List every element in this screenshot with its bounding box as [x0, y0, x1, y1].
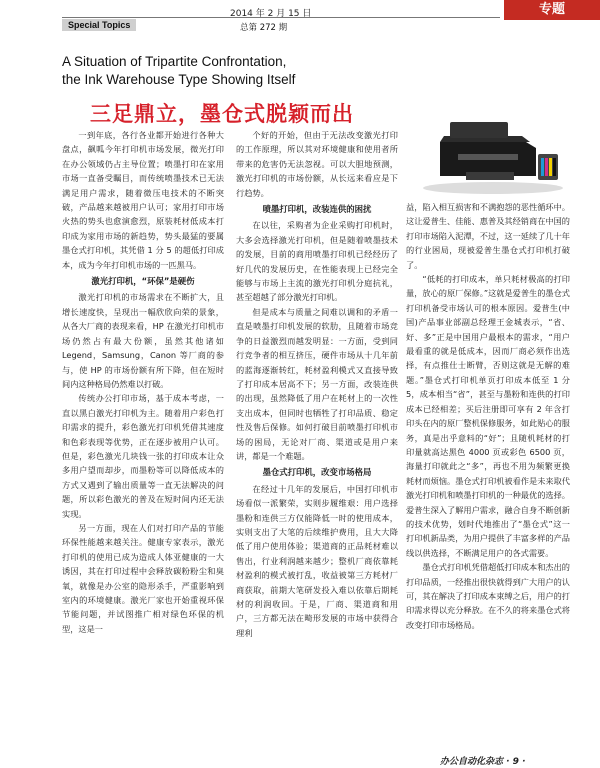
english-title: [62, 53, 295, 89]
paragraph: 在经过十几年的发展后，中国打印机市场看似一派繁荣，实则步履维艰：用户选择墨粉和连供三方仅能降低一时的使用成本，实则支出了大笔的后续维护费用，且大大降低了用户使用体验；渠道商的正品耗材难以售出，行业利润越来越少；整机厂商依靠耗材盈利的模式被打乱，收益被第三方耗材厂商获取，前期大笔研发投入难以依靠后期耗材的利润收回。于是，厂商、渠道商和用户，三方都无法在畸形发展的市场中获得合理利: [236, 483, 398, 638]
printer-image: [418, 114, 568, 194]
paragraph: 个好的开始，但由于无法改变激光打印的工作原理，所以其对环境健康和使用者所带来的危害仍无法忽视。可以大胆地预测，激光打印机的市场份额，从长远来看应是下行趋势。: [236, 130, 398, 198]
paragraph: 墨仓式打印机凭借超低打印成本和杰出的打印品质，一经推出很快就得到广大用户的认可，其在解决了打印成本束缚之后，用户的打印需求得以充分释放。在不久的将来墨仓式将改变打印市场格局。: [406, 562, 570, 630]
paragraph: 激光打印机的市场需求在不断扩大，且增长速度快，呈现出一幅欣欣向荣的景象，从各大厂商的表现来看，HP 在激光打印机市场仍然占有最大份额，虽然其他诸如 Legend，Samsung，Canon 等厂商的参与，使 HP 的市场份额有所下降，但在短时间内这种格局仍然难以打破。: [62, 292, 224, 389]
section-heading: 喷墨打印机，改装连供的困扰: [262, 204, 372, 215]
paragraph: 另一方面，现在人们对打印产品的节能环保性能越来越关注。健康专家表示，激光打印机的使用已成为造成人体亚健康的一大诱因，其在打印过程中会释放碳粉粉尘和臭氧，就像是办公室的隐形杀手，严重影响到室内的环境健康。激光厂家也开始重视环保节能问题，并试图推广相对绿色环保的机型，这是一: [62, 522, 224, 634]
chinese-title: 三足鼎立，墨仓式脱颖而出: [90, 102, 354, 126]
column-2: [236, 128, 398, 640]
section-heading: 墨仓式打印机，改变市场格局: [262, 467, 372, 478]
section-tag: Special Topics: [62, 19, 136, 31]
english-title-line-1: A Situation of Tripartite Confrontation,: [62, 54, 287, 69]
paragraph: 传统办公打印市场，基于成本考虑，一直以黑白激光打印机为主。随着用户彩色打印需求的提升，彩色激光打印机凭借其速度和色彩表现等优势，正在逐步被用户认可。但是，彩色激光几块钱一张的打印成本让众多用户望而却步，而墨粉等可以降低成本的方式又遇到了输出质量等一直无法解决的问题，所以彩色激光的普及在短时间内还无法实现。: [62, 393, 224, 519]
header-rule: [62, 17, 500, 18]
column-3: [406, 200, 570, 632]
paragraph: 一到年底，各行各业都开始进行各种大盘点，飙呱今年打印机市场发展，微光打印在办公领域仍占主导位置；喷墨打印在家用市场一直备受瞩目，而传统喷墨技术已无法满足用户需求，随着微压电技术的不断突破，产品越来越被用户认可；家用打印市场火热的势头也愈演愈烈，原装耗材低成本打印成为家用市场的新趋势，势头最猛的要属墨仓式打印机，其凭借 1 分 5 的超低打印成本，成为今年打印机市场的一匹黑马。: [62, 130, 224, 270]
paragraph: 益，陷入相互损害和不满抱怨的恶性循环中。这让爱普生、佳能、惠普及其经销商在中国的打印市场陷入泥潭，不过，这一延续了几十年的行业困局，现被爱普生墨仓式打印机打破了。: [406, 202, 570, 270]
paragraph: 在以往，采购者为企业采购打印机时，大多会选择激光打印机，但是随着喷墨技术的发展，目前的商用喷墨打印机已经经历了好几代的发展历史，在性能表现上已经完全能够与市场上主流的激光打印机分庭抗礼，甚至超越了部分激光打印机。: [236, 220, 398, 303]
paragraph: 但是成本与质量之间难以调和的矛盾一直是喷墨打印机发展的软肋，且随着市场竞争的日益激烈而越发明显：一方面，受到同行竞争者的相互挤压，硬件市场从十几年前的蓝海逐渐转红，耗材盈利模式又直接导致了打印成本居高不下；另一方面，改装连供的出现，虽然降低了用户在耗材上的一次性支出成本，但同时也牺牲了打印品质、稳定性及售后保修。如何打破目前喷墨打印机市场的困局，无论对厂商、渠道或是用户来讲，都是一个难题。: [236, 306, 398, 461]
page-footer: 办公自动化杂志 · 9 ·: [440, 757, 526, 767]
english-title-line-2: the Ink Warehouse Type Showing Itself: [62, 72, 296, 87]
corner-label: 专题: [504, 0, 600, 20]
paragraph: “低耗的打印成本，单只耗材极高的打印量，放心的原厂保修。”这就是爱普生的墨仓式打印机备受市场认可的根本原因。爱普生(中国)产品事业部副总经理王金城表示，“省、好、多”正是中国用户最根本的需求，“用户最看重的就是低成本，因而厂商必须作出选择，有点推仕士断臂，否则这就是无解的难题。”墨仓式打印机单页打印成本低至 1 分 5，成本相当“省”，甚至与墨粉和连供的打印成本已经相差；买后注册即可享有 2 年含打印头在内的原厂整机保修服务，如此贴心的服务，真是出乎意料的“好”；且随机耗材的打印量就高达黑色 4000 页或彩色 6500 页，海量打印就此之“多”，再也不用为频繁更换耗材而烦恼。墨仓式打印机被看作是未来取代激光打印机和喷墨打印机的一种最优的选择。爱普生深入了解用户需求，融合自身不断创新的技术优势，划时代地推出了“墨仓式”这一打印机新品类，为用户提供了丰富多样的产品线以供选择，不断满足用户的各式需要。: [406, 274, 570, 558]
section-heading: 激光打印机，“环保”是硬伤: [91, 276, 195, 287]
issue-number: 总第 272 期: [240, 23, 288, 33]
column-1: [62, 128, 224, 636]
issue-date: 2014 年 2 月 15 日: [230, 9, 312, 19]
page-header: [0, 0, 600, 36]
